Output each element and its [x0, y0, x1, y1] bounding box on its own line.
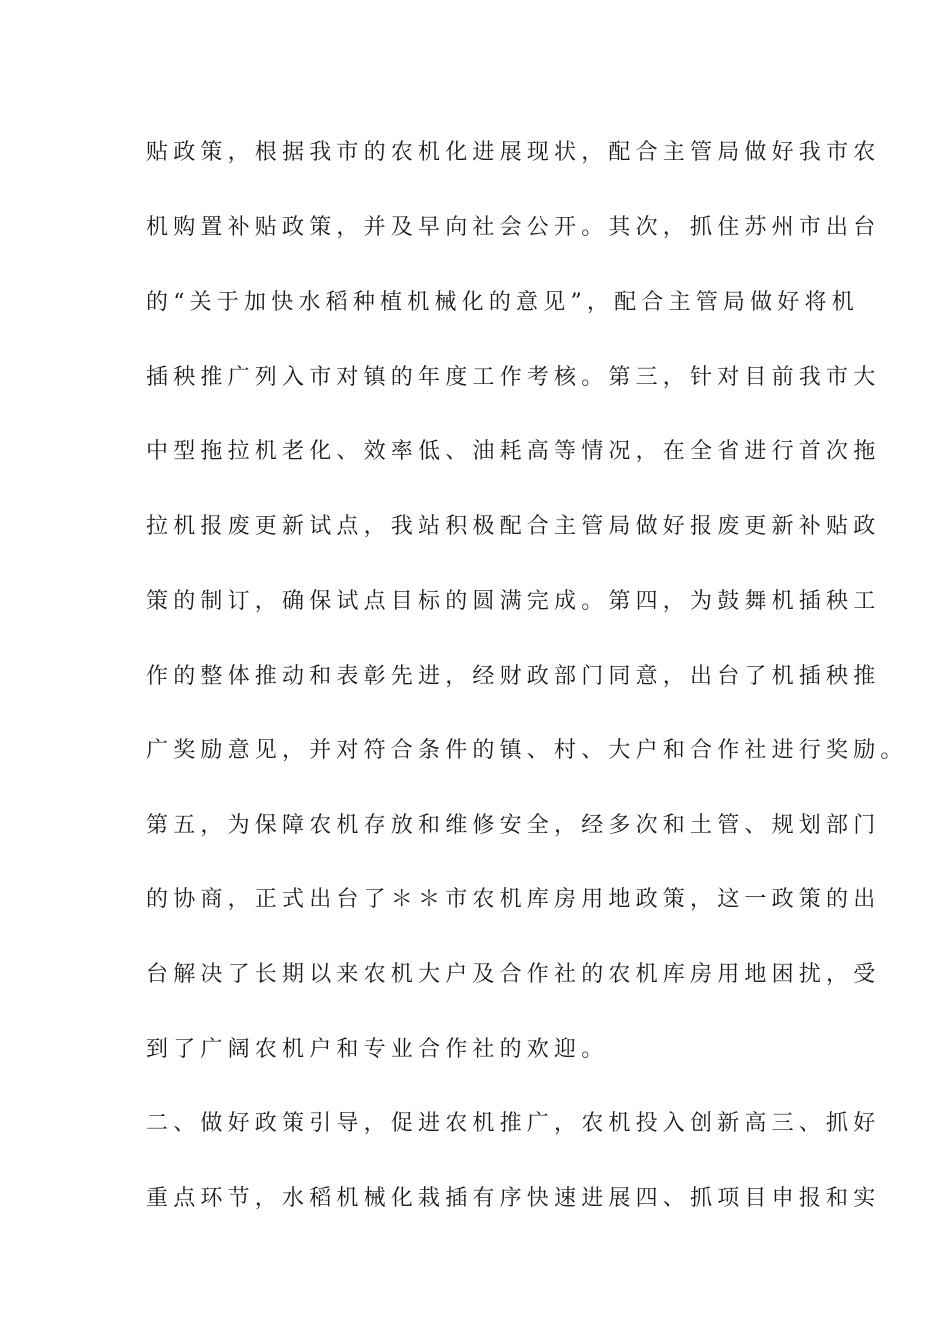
- text-line-2: 机购置补贴政策，并及早向社会公开。其次，抓住苏州市出台: [146, 215, 881, 240]
- text-line-10: 第五，为保障农机存放和维修安全，经多次和土管、规划部门: [146, 813, 881, 838]
- text-line-7: 策的制订，确保试点目标的圆满完成。第四，为鼓舞机插秧工: [146, 589, 881, 614]
- text-line-5: 中型拖拉机老化、效率低、油耗高等情况，在全省进行首次拖: [146, 439, 881, 464]
- text-line-11: 的协商，正式出台了＊＊市农机库房用地政策，这一政策的出: [146, 887, 881, 912]
- text-line-3: 的“关于加快水稻种植机械化的意见”，配合主管局做好将机: [146, 290, 859, 315]
- text-line-9: 广奖励意见，并对符合条件的镇、村、大户和合作社进行奖励。: [146, 738, 908, 763]
- text-line-4: 插秧推广列入市对镇的年度工作考核。第三，针对目前我市大: [146, 365, 881, 390]
- text-line-8: 作的整体推动和表彰先进，经财政部门同意，出台了机插秧推: [146, 664, 881, 689]
- text-line-12: 台解决了长期以来农机大户及合作社的农机库房用地困扰，受: [146, 962, 881, 987]
- text-line-13: 到了广阔农机户和专业合作社的欢迎。: [146, 1037, 609, 1062]
- text-line-14: 二、做好政策引导，促进农机推广，农机投入创新高三、抓好: [146, 1111, 881, 1136]
- text-line-6: 拉机报废更新试点，我站积极配合主管局做好报废更新补贴政: [146, 514, 881, 539]
- text-line-15: 重点环节，水稻机械化栽插有序快速进展四、抓项目申报和实: [146, 1186, 881, 1211]
- text-line-1: 贴政策，根据我市的农机化进展现状，配合主管局做好我市农: [146, 140, 881, 165]
